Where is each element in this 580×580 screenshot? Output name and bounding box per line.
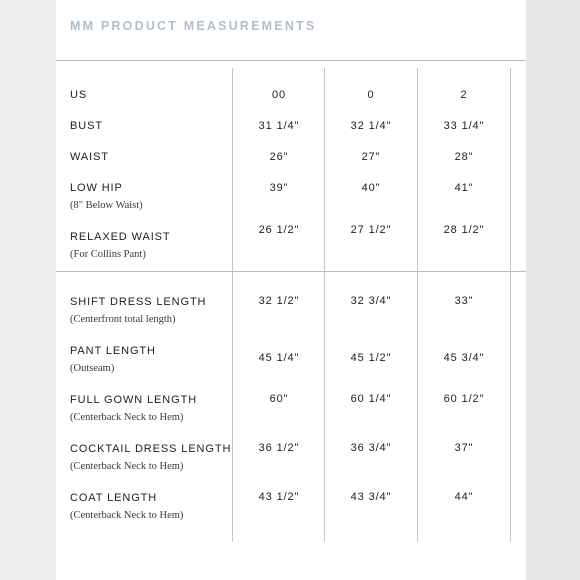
row-note: (Centerfront total length) — [70, 314, 176, 325]
value-cell: 45 1/4" — [258, 352, 300, 364]
column-divider — [510, 68, 511, 542]
table-section-rule — [56, 271, 526, 272]
row-label-waist: WAIST — [70, 151, 109, 163]
page-title: MM PRODUCT MEASUREMENTS — [70, 19, 317, 33]
value-cell: 39" — [269, 182, 289, 194]
value-cell: 28" — [454, 151, 474, 163]
value-cell: 45 1/2" — [350, 352, 392, 364]
column-divider — [417, 68, 418, 542]
row-note: (For Collins Pant) — [70, 249, 146, 260]
row-note: (Outseam) — [70, 363, 115, 374]
row-label-bust: BUST — [70, 120, 103, 132]
column-divider — [232, 68, 233, 542]
value-cell: 60" — [269, 393, 289, 405]
row-label-pant-length: PANT LENGTH — [70, 345, 156, 357]
row-label-coat-length: COAT LENGTH — [70, 492, 158, 504]
value-cell: 60 1/2" — [443, 393, 485, 405]
row-label-full-gown-length: FULL GOWN LENGTH — [70, 394, 198, 406]
value-cell: 32 3/4" — [350, 295, 392, 307]
value-cell: 27" — [361, 151, 381, 163]
row-label-shift-dress-length: SHIFT DRESS LENGTH — [70, 296, 207, 308]
value-cell: 00 — [271, 89, 287, 101]
row-note: (8" Below Waist) — [70, 200, 143, 211]
value-cell: 28 1/2" — [443, 224, 485, 236]
row-label-low-hip: LOW HIP — [70, 182, 123, 194]
value-cell: 31 1/4" — [258, 120, 300, 132]
value-cell: 26" — [269, 151, 289, 163]
value-cell: 43 1/2" — [258, 491, 300, 503]
value-cell: 36 3/4" — [350, 442, 392, 454]
column-divider — [324, 68, 325, 542]
value-cell: 32 1/2" — [258, 295, 300, 307]
value-cell: 2 — [460, 89, 468, 101]
value-cell: 33" — [454, 295, 474, 307]
row-note: (Centerback Neck to Hem) — [70, 461, 184, 472]
value-cell: 40" — [361, 182, 381, 194]
row-label-cocktail-dress-length: COCKTAIL DRESS LENGTH — [70, 443, 232, 455]
row-note: (Centerback Neck to Hem) — [70, 412, 184, 423]
row-label-us: US — [70, 89, 88, 101]
value-cell: 37" — [454, 442, 474, 454]
value-cell: 43 3/4" — [350, 491, 392, 503]
row-note: (Centerback Neck to Hem) — [70, 510, 184, 521]
value-cell: 41" — [454, 182, 474, 194]
value-cell: 60 1/4" — [350, 393, 392, 405]
row-label-relaxed-waist: RELAXED WAIST — [70, 231, 171, 243]
value-cell: 45 3/4" — [443, 352, 485, 364]
page-edge — [526, 0, 580, 580]
value-cell: 27 1/2" — [350, 224, 392, 236]
value-cell: 33 1/4" — [443, 120, 485, 132]
value-cell: 26 1/2" — [258, 224, 300, 236]
value-cell: 0 — [367, 89, 375, 101]
table-top-rule — [56, 60, 526, 61]
value-cell: 32 1/4" — [350, 120, 392, 132]
value-cell: 44" — [454, 491, 474, 503]
value-cell: 36 1/2" — [258, 442, 300, 454]
